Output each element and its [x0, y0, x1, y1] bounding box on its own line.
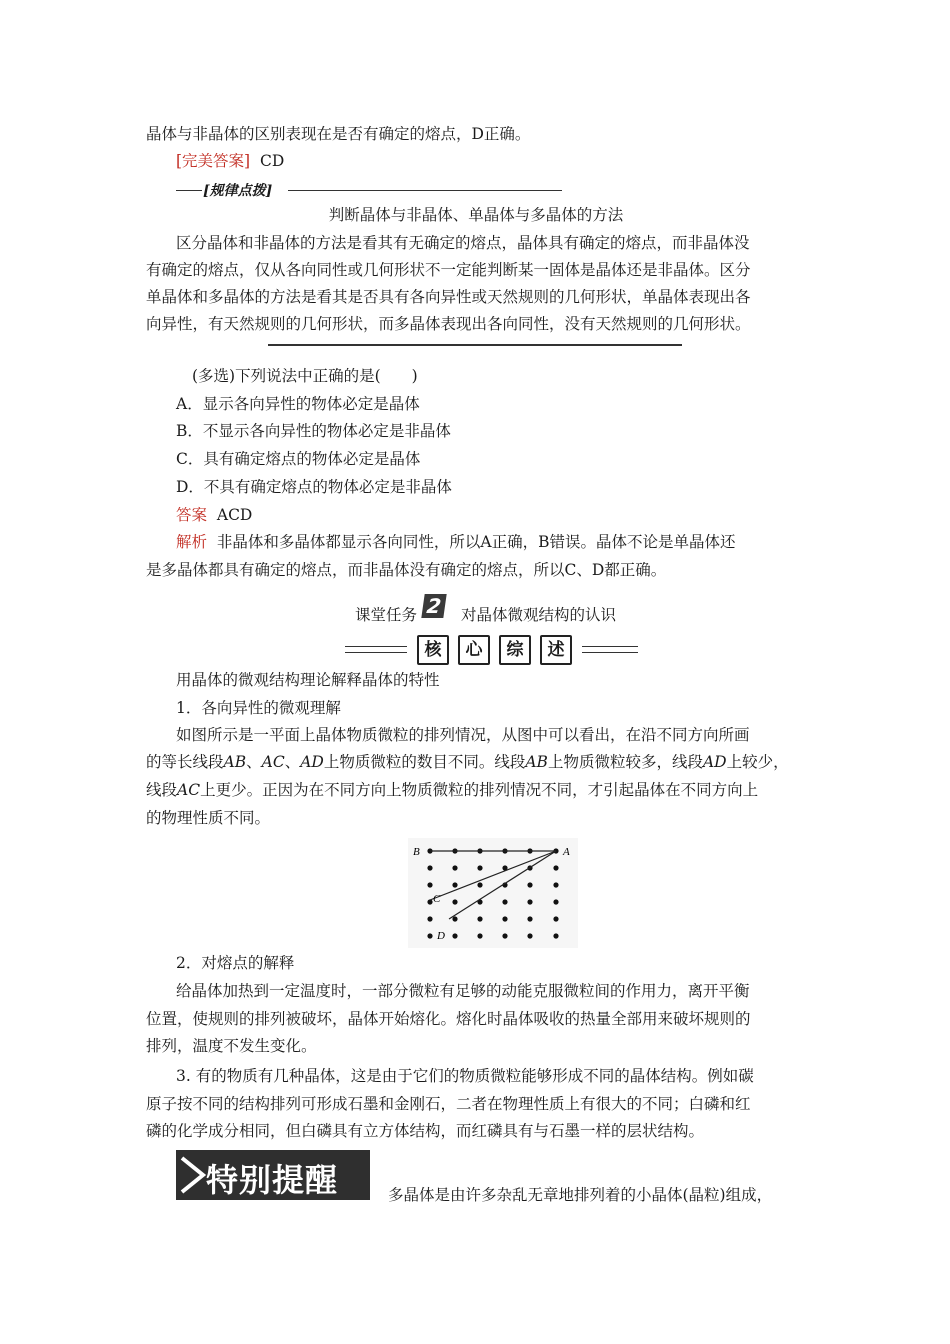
- p1-text: 上较少，: [726, 753, 789, 771]
- heading-anisotropy: 1．各向异性的微观理解: [176, 699, 341, 717]
- p1-text: 的等长线段: [146, 753, 224, 771]
- perfect-answer-label: [完美答案]: [176, 152, 251, 170]
- heading-melting-point: 2．对熔点的解释: [176, 954, 295, 972]
- label-c: C: [433, 893, 441, 905]
- rule-left-line: [176, 190, 202, 191]
- lattice-dot: [553, 916, 558, 921]
- segment-label: AD: [702, 753, 727, 771]
- p2-line-1: 给晶体加热到一定温度时，一部分微粒有足够的动能克服微粒间的作用力，离开平衡: [176, 982, 750, 1000]
- rule-tag: [规律点拨]: [203, 183, 273, 199]
- lattice-dot: [427, 916, 432, 921]
- p1-text: 线段: [146, 781, 178, 799]
- analysis-row: [176, 532, 735, 552]
- lattice-dot: [553, 899, 558, 904]
- special-reminder-title: 特别提醒: [206, 1161, 339, 1199]
- label-a: A: [563, 846, 570, 858]
- p2-line-3: 排列，温度不发生变化。: [146, 1037, 317, 1055]
- rule-line-2: 有确定的熔点，仅从各向同性或几何形状不一定能判断某一固体是晶体还是非晶体。区分: [146, 261, 751, 279]
- answer-label: 答案: [176, 506, 208, 524]
- answer-row: [176, 505, 252, 525]
- segment-label: AC: [261, 753, 285, 771]
- option-a: A．显示各向异性的物体必定是晶体: [176, 395, 420, 413]
- core-char-1: 核: [417, 635, 449, 665]
- play-arrow-icon: [179, 1156, 207, 1194]
- crystal-lattice-figure: [408, 838, 578, 948]
- p1-text: 上更少。正因为在不同方向上物质微粒的排列情况不同，才引起晶体在不同方向上: [200, 781, 759, 799]
- note-text: 多晶体是由许多杂乱无章地排列着的小晶体(晶粒)组成，: [388, 1186, 773, 1204]
- lattice-dot: [527, 882, 532, 887]
- answer-value: ACD: [216, 506, 253, 524]
- p3-line-1: 3. 有的物质有几种晶体，这是由于它们的物质微粒能够形成不同的晶体结构。例如碳: [176, 1067, 754, 1085]
- rule-line-1: 区分晶体和非晶体的方法是看其有无确定的熔点，晶体具有确定的熔点，而非晶体没: [176, 234, 750, 252]
- lattice-dot: [427, 899, 432, 904]
- lattice-dot: [477, 882, 482, 887]
- lattice-dot: [452, 899, 457, 904]
- core-right-rule: [582, 646, 638, 653]
- lattice-dot: [527, 899, 532, 904]
- question-stem: (多选)下列说法中正确的是( ): [192, 367, 418, 385]
- lattice-dot: [477, 865, 482, 870]
- lattice-dot: [553, 882, 558, 887]
- lattice-dot: [527, 916, 532, 921]
- lattice-dot: [527, 933, 532, 938]
- task-prefix: 课堂任务: [355, 606, 418, 624]
- label-d: D: [437, 930, 445, 942]
- rule-line-3: 单晶体和多晶体的方法是看其是否具有各向异性或天然规则的几何形状，单晶体表现出各: [146, 288, 751, 306]
- special-reminder-banner: [176, 1150, 370, 1200]
- rule-bottom-line: [268, 344, 682, 346]
- core-char-4: 述: [540, 635, 572, 665]
- option-c: C．具有确定熔点的物体必定是晶体: [176, 450, 421, 468]
- core-left-rule: [345, 646, 407, 653]
- lattice-dot: [452, 933, 457, 938]
- p1-text: 的物理性质不同。: [146, 809, 271, 827]
- segment-label: AC: [177, 781, 201, 799]
- p3-line-3: 磷的化学成分相同，但白磷具有立方体结构，而红磷具有与石墨一样的层状结构。: [146, 1122, 705, 1140]
- lattice-dot: [427, 865, 432, 870]
- p1-line-3: [146, 780, 758, 800]
- lattice-dot: [477, 916, 482, 921]
- lattice-dot: [553, 933, 558, 938]
- lattice-dot: [427, 882, 432, 887]
- p1-line-1: [176, 725, 750, 745]
- analysis-line-1: 非晶体和多晶体都显示各向同性，所以A正确，B错误。晶体不论是单晶体还: [216, 533, 736, 551]
- task-number: 2: [421, 594, 446, 618]
- p1-text: 如图所示是一平面上晶体物质微粒的排列情况，从图中可以看出，在沿不同方向所画: [176, 726, 750, 744]
- core-char-3: 综: [499, 635, 531, 665]
- p1-text: 、: [284, 753, 301, 771]
- segment-label: AB: [223, 753, 247, 771]
- lattice-dot: [452, 882, 457, 887]
- perfect-answer-value: CD: [259, 152, 285, 170]
- segment-label: AD: [300, 753, 324, 771]
- rule-title: 判断晶体与非晶体、单晶体与多晶体的方法: [328, 206, 624, 224]
- section-intro: 用晶体的微观结构理论解释晶体的特性: [176, 671, 440, 689]
- analysis-line-2: 是多晶体都具有确定的熔点，而非晶体没有确定的熔点，所以C、D都正确。: [146, 561, 667, 579]
- option-d: D．不具有确定熔点的物体必定是非晶体: [176, 478, 452, 496]
- p1-text: 上物质微粒的数目不同。线段: [323, 753, 526, 771]
- p1-line-4: [146, 808, 270, 828]
- lattice-dot: [452, 916, 457, 921]
- task-title: 对晶体微观结构的认识: [461, 606, 617, 624]
- segment-label: AB: [525, 753, 548, 771]
- lattice-dot: [452, 865, 457, 870]
- label-b: B: [413, 846, 420, 858]
- analysis-label: 解析: [176, 533, 208, 551]
- rule-line-4: 向异性，有天然规则的几何形状，而多晶体表现出各向同性，没有天然规则的几何形状。: [146, 315, 751, 333]
- paragraph-top: 晶体与非晶体的区别表现在是否有确定的熔点，D正确。: [146, 125, 531, 143]
- lattice-dot: [502, 933, 507, 938]
- option-b: B．不显示各向异性的物体必定是非晶体: [176, 422, 451, 440]
- lattice-dot: [502, 899, 507, 904]
- rule-right-line: [288, 190, 562, 191]
- lattice-dot: [502, 916, 507, 921]
- lattice-dot: [427, 933, 432, 938]
- lattice-dot: [477, 933, 482, 938]
- p1-text: 上物质微粒较多，线段: [547, 753, 703, 771]
- perfect-answer-row: [176, 151, 284, 171]
- p2-line-2: 位置，使规则的排列被破坏，晶体开始熔化。熔化时晶体吸收的热量全部用来破坏规则的: [146, 1010, 751, 1028]
- p1-text: 、: [246, 753, 262, 771]
- lattice-dot: [553, 865, 558, 870]
- p1-line-2: [146, 752, 789, 772]
- p3-line-2: 原子按不同的结构排列可形成石墨和金刚石，二者在物理性质上有很大的不同；白磷和红: [146, 1095, 751, 1113]
- core-char-2: 心: [458, 635, 490, 665]
